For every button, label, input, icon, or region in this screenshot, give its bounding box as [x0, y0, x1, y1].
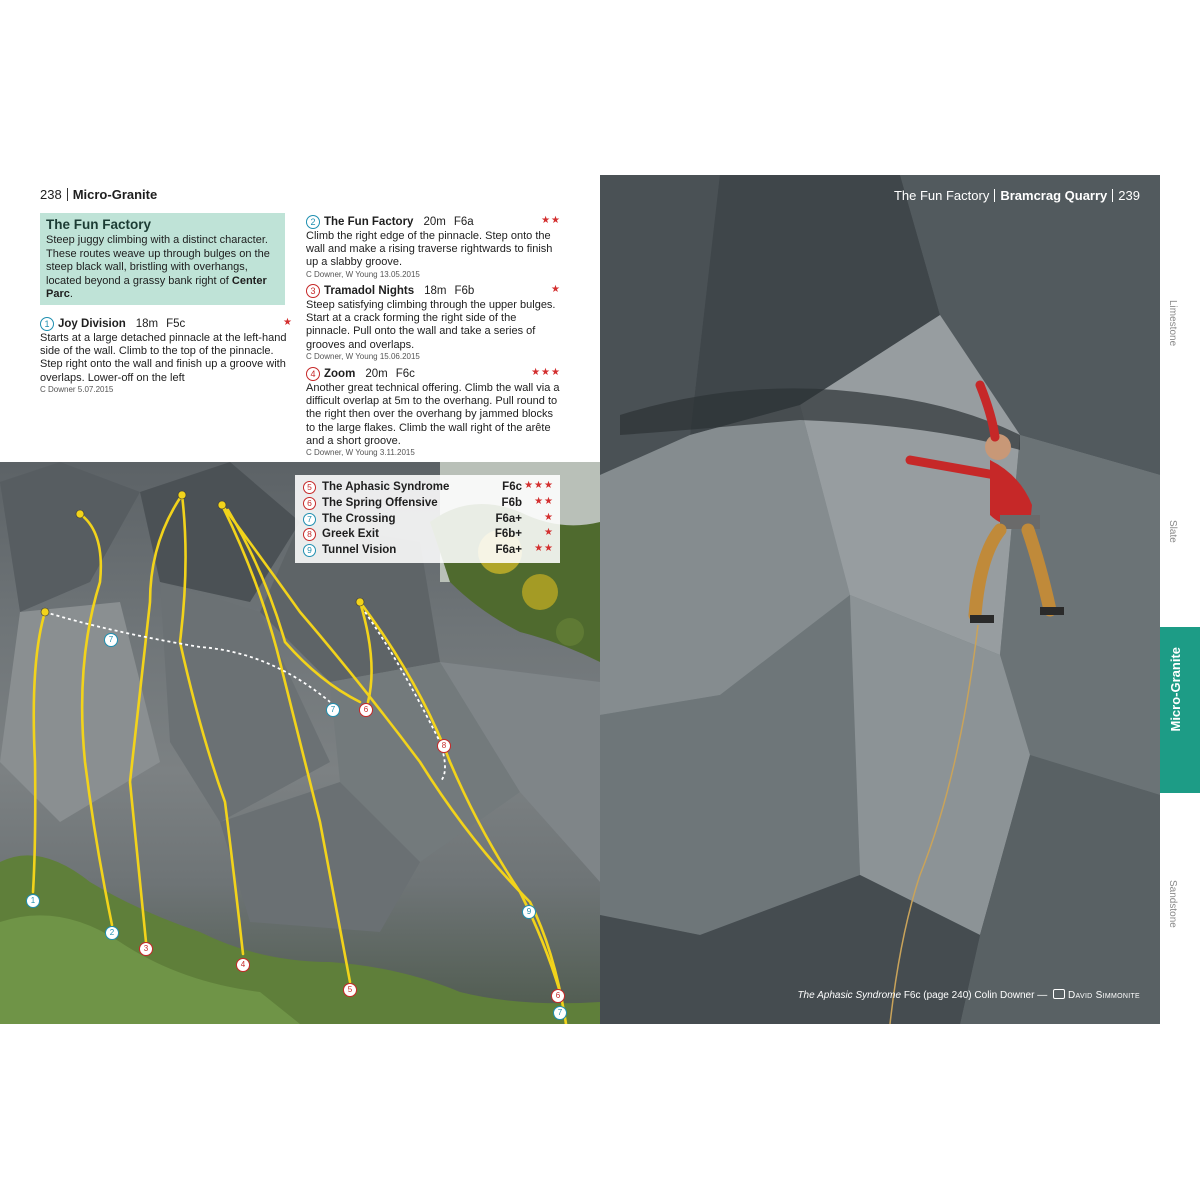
camera-icon	[1053, 989, 1065, 999]
route-number-marker: 8	[303, 528, 316, 541]
star-rating: ★	[544, 527, 554, 539]
foliage-bush	[556, 618, 584, 646]
route-grade: F6a+	[495, 544, 522, 557]
intro-text	[46, 234, 280, 302]
route-grade: F6b	[501, 496, 522, 509]
star-rating: ★	[544, 511, 554, 523]
route-entry-2	[306, 215, 561, 280]
climber-shoe	[970, 615, 994, 623]
topo-marker-6b: 6	[551, 985, 565, 1003]
route-number-marker: 6	[303, 497, 316, 510]
photographer-credit: David Simmonite	[1068, 990, 1140, 1001]
lower-off	[218, 501, 226, 509]
topo-marker-7: 7	[104, 629, 118, 647]
topo-marker-5: 5	[343, 979, 357, 997]
crag-name: Bramcrag Quarry	[1000, 188, 1108, 203]
route-head	[306, 367, 561, 382]
star-rating: ★★	[534, 495, 554, 507]
star-rating: ★★	[541, 215, 561, 226]
first-ascent: C Downer, W Young 3.11.2015	[306, 448, 415, 458]
route-grade: F6c	[502, 481, 522, 493]
star-rating: ★★★	[524, 480, 554, 491]
lower-off	[178, 491, 186, 499]
lower-off	[76, 510, 84, 518]
route-description: Another great technical offering. Climb the wall via a difficult overlap at 5m to the overhang. Pull round to the right then over the overhang by jammed blocks to the large flakes. Climb the wall right of the arête and a short groove.	[306, 382, 560, 447]
route-number-marker: 7	[303, 513, 316, 526]
route-entry-4	[306, 367, 561, 458]
route-name: Joy Division	[58, 318, 126, 330]
tab-slate: Slate	[1167, 520, 1178, 543]
tab-sandstone: Sandstone	[1167, 880, 1178, 928]
topo-marker-2: 2	[105, 922, 119, 940]
table-row	[303, 497, 556, 513]
intro-punct: .	[69, 288, 73, 300]
route-number-marker: 2	[306, 215, 320, 229]
header-divider	[1112, 189, 1113, 202]
route-name: Greek Exit	[322, 528, 379, 541]
table-row	[303, 544, 556, 560]
route-grade: F6a+	[495, 512, 522, 525]
header-divider	[67, 188, 68, 201]
route-name: Zoom	[324, 368, 356, 380]
climber-photo	[600, 175, 1160, 1024]
header-divider	[994, 189, 995, 202]
first-ascent: C Downer, W Young 15.06.2015	[306, 351, 420, 361]
route-grade: F5c	[166, 318, 186, 330]
route-entry-1	[40, 317, 293, 395]
lower-off	[41, 608, 49, 616]
route-grade: F6a	[453, 216, 474, 228]
intro-title: The Fun Factory	[46, 217, 152, 232]
active-tab-label: Micro-Granite	[1168, 647, 1183, 732]
topo-marker-3: 3	[139, 938, 153, 956]
route-list-table	[295, 475, 560, 563]
route-grade: F6c	[395, 368, 415, 380]
topo-marker-7c: 7	[553, 1002, 567, 1020]
star-rating: ★	[551, 284, 561, 295]
climber-shoe	[1040, 607, 1064, 615]
star-rating: ★★	[534, 543, 554, 555]
route-length: 18m	[135, 318, 159, 330]
intro-text-main: Steep juggy climbing with a distinct character. These routes weave up through bulges on the steep black wall, bristling with overhangs, located beyond a grassy bank right of	[46, 234, 270, 287]
route-grade: F6b	[454, 285, 475, 297]
right-page-header	[894, 188, 1140, 203]
route-name: The Aphasic Syndrome	[322, 481, 450, 493]
first-ascent: C Downer 5.07.2015	[40, 384, 114, 394]
route-description: Climb the right edge of the pinnacle. Step onto the wall and make a rising traverse rightwards to finish up a slabby groove.	[306, 230, 553, 269]
route-description: Steep satisfying climbing through the upper bulges. Start at a crack forming the right side of the pinnacle. Pull onto the wall and take a series of grooves and overlaps.	[306, 299, 556, 351]
route-name: The Crossing	[322, 512, 396, 525]
route-number-marker: 1	[40, 317, 54, 331]
climber-photo-drawing	[600, 175, 1160, 1024]
topo-marker-6: 6	[359, 699, 373, 717]
route-number-marker: 3	[306, 284, 320, 298]
intro-bold-place: Center Parc	[46, 274, 267, 300]
table-row	[303, 513, 556, 529]
table-row	[303, 528, 556, 544]
route-name: The Fun Factory	[324, 216, 414, 228]
photo-caption	[797, 989, 1140, 1001]
route-length: 20m	[423, 216, 446, 228]
climber-harness	[1000, 515, 1040, 529]
caption-detail: F6c (page 240) Colin Downer —	[903, 990, 1048, 1001]
route-head	[40, 317, 293, 332]
page-number: 238	[40, 187, 62, 202]
crag-intro-box	[40, 213, 285, 305]
chapter-tab-strip	[1160, 175, 1200, 1024]
table-row	[303, 481, 556, 497]
section-title: Micro-Granite	[72, 187, 158, 202]
star-rating: ★	[283, 317, 293, 328]
first-ascent: C Downer, W Young 13.05.2015	[306, 269, 420, 279]
area-name: The Fun Factory	[893, 188, 990, 203]
route-grade: F6b+	[494, 528, 522, 541]
route-number-marker: 5	[303, 481, 316, 494]
left-page-header	[40, 187, 157, 202]
tab-micro-granite-active	[1160, 627, 1200, 793]
route-entry-3	[306, 284, 561, 362]
lower-off	[356, 598, 364, 606]
page-number: 239	[1118, 188, 1140, 203]
rock-facet	[0, 602, 160, 822]
topo-marker-8: 8	[437, 735, 451, 753]
route-name: Tramadol Nights	[324, 285, 415, 297]
star-rating: ★★★	[531, 367, 561, 378]
route-length: 18m	[424, 285, 447, 297]
topo-marker-7b: 7	[326, 699, 340, 717]
gorse-bush	[522, 574, 558, 610]
topo-marker-1: 1	[26, 890, 40, 908]
route-name: The Spring Offensive	[322, 496, 438, 509]
route-head	[306, 284, 561, 299]
topo-marker-4: 4	[236, 954, 250, 972]
tab-limestone: Limestone	[1167, 300, 1178, 347]
route-number-marker: 9	[303, 544, 316, 557]
route-head	[306, 215, 561, 230]
topo-marker-9: 9	[522, 901, 536, 919]
route-description: Starts at a large detached pinnacle at the left-hand side of the wall. Climb to the top of the pinnacle. Step right onto the wall and finish up a groove with overlaps. Lower-off on the left	[40, 332, 287, 384]
route-number-marker: 4	[306, 367, 320, 381]
route-length: 20m	[365, 368, 388, 380]
route-name: Tunnel Vision	[322, 544, 397, 557]
caption-route: The Aphasic Syndrome	[797, 990, 902, 1001]
rock-facet	[0, 462, 140, 612]
